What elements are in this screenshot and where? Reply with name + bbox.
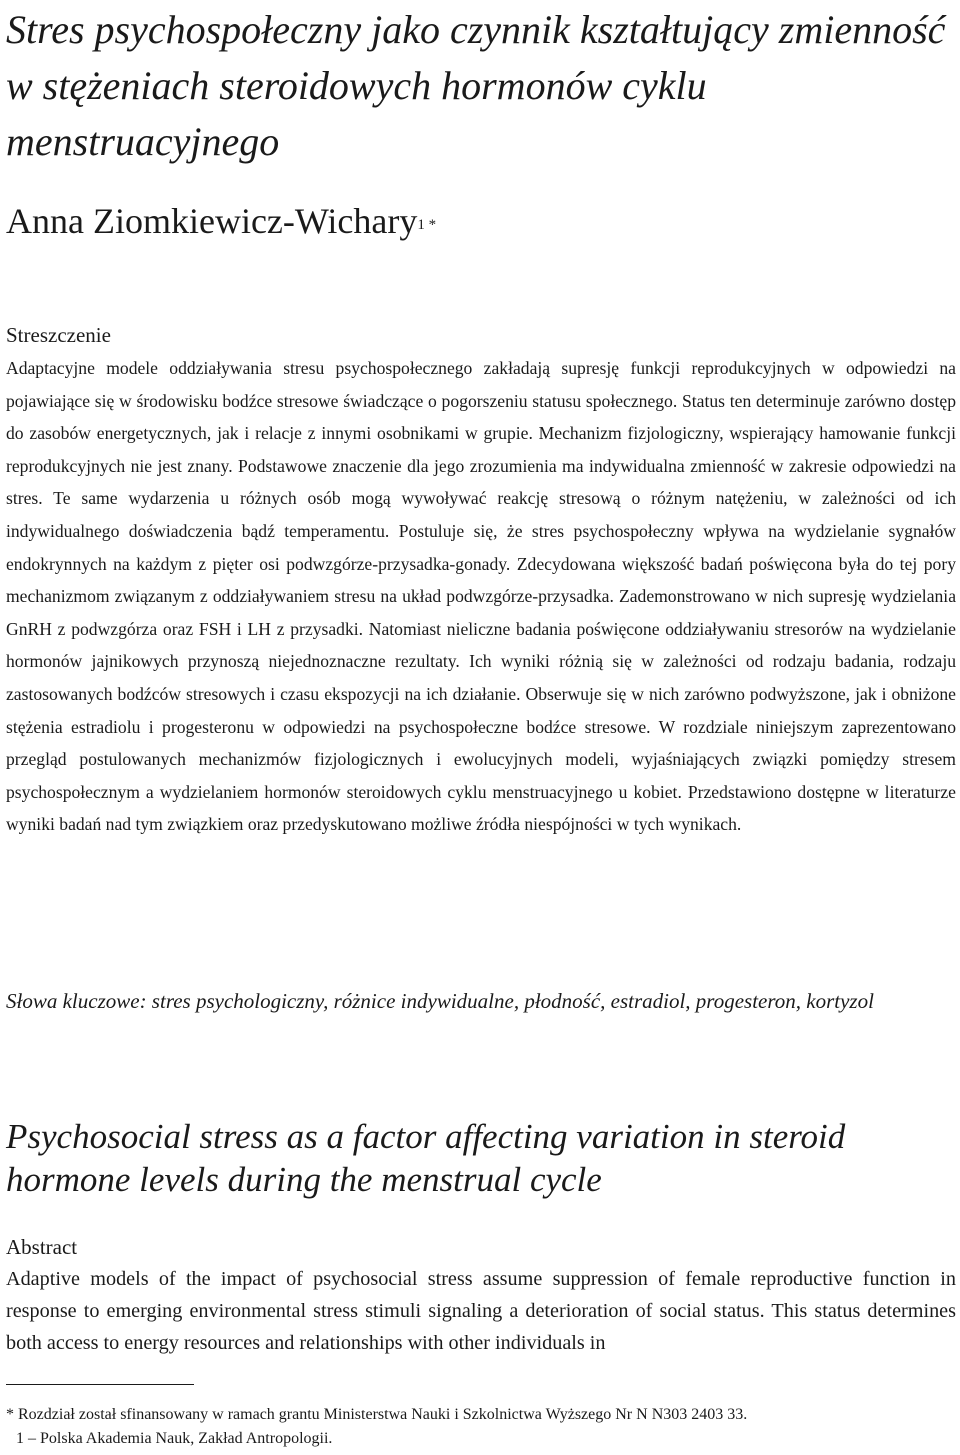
- footnote-affiliation: 1 – Polska Akademia Nauk, Zakład Antropologii.: [16, 1430, 333, 1447]
- keywords-polish: Słowa kluczowe: stres psychologiczny, różnice indywidualne, płodność, estradiol, progesteron, kortyzol: [6, 989, 874, 1013]
- abstract-text-polish: Adaptacyjne modele oddziaływania stresu psychospołecznego zakładają supresję funkcji reprodukcyjnych w odpowiedzi na pojawiające się w środowisku bodźce stresowe świadczące o pogorszeniu statusu społecznego. Status ten determinuje zarówno dostęp do zasobów energetycznych, jak i relacje z innymi osobnikami w grupie. Mechanizm fizjologiczny, wspierający hamowanie funkcji reprodukcyjnych nie jest znany. Podstawowe znaczenie dla jego zrozumienia ma indywidualna zmienność w zakresie odpowiedzi na stres. Te same wydarzenia u różnych osób mogą wywoływać reakcję stresową o różnym natężeniu, w zależności od ich indywidualnego doświadczenia bądź temperamentu. Postuluje się, że stres psychospołeczny wpływa na wydzielanie sygnałów endokrynnych na każdym z pięter osi podwzgórze-przysadka-gonady. Zdecydowana większość badań poświęcona była do tej pory mechanizmom związanym z oddziaływaniem stresu na układ podwzgórze-przysadka. Zademonstrowano w nich supresję wydzielania GnRH z podwzgórza oraz FSH i LH z przysadki. Natomiast nieliczne badania poświęcone oddziaływaniu stresorów na wydzielanie hormonów jajnikowych przynoszą niejednoznaczne rezultaty. Ich wyniki różnią się w zależności od rodzaju badania, rodzaju zastosowanych bodźców stresowych i czasu ekspozycji na ich działanie. Obserwuje się w nich zarówno podwyższone, jak i obniżone stężenia estradiolu i progesteronu w odpowiedzi na psychospołeczne bodźce stresowe. W rozdziale niniejszym zaprezentowano przegląd postulowanych mechanizmów fizjologicznych i ewolucyjnych modeli, wyjaśniających związki pomiędzy stresem psychospołecznym a wydzielaniem hormonów steroidowych cyklu menstruacyjnego u kobiet. Przedstawiono dostępne w literaturze wyniki badań nad tym związkiem oraz przedyskutowano możliwe źródła niespójności w tych wynikach.: [6, 358, 956, 835]
- chapter-title-polish: Stres psychospołeczny jako czynnik kształtujący zmienność w stężeniach steroidowych hormonów cyklu menstruacyjnego: [6, 7, 946, 164]
- footnote-funding: * Rozdział został sfinansowany w ramach grantu Ministerstwa Nauki i Szkolnictwa Wyższego Nr N N303 2403 33.: [6, 1406, 748, 1423]
- abstract-text-english: Adaptive models of the impact of psychosocial stress assume suppression of female reproductive function in response to emerging environmental stress stimuli signaling a deterioration of social status. This status determines both access to energy resources and relationships with other individuals in: [6, 1268, 956, 1354]
- footnote-separator: [6, 1384, 194, 1385]
- chapter-title-english: Psychosocial stress as a factor affecting variation in steroid hormone levels during the menstrual cycle: [6, 1117, 846, 1199]
- footnotes: [6, 1403, 956, 1451]
- abstract-heading-english: Abstract: [6, 1235, 78, 1259]
- author-line: [6, 196, 436, 246]
- author-name: Anna Ziomkiewicz-Wichary: [6, 201, 418, 241]
- abstract-heading-polish: Streszczenie: [6, 323, 111, 347]
- author-footnote-marks: 1 *: [417, 217, 437, 233]
